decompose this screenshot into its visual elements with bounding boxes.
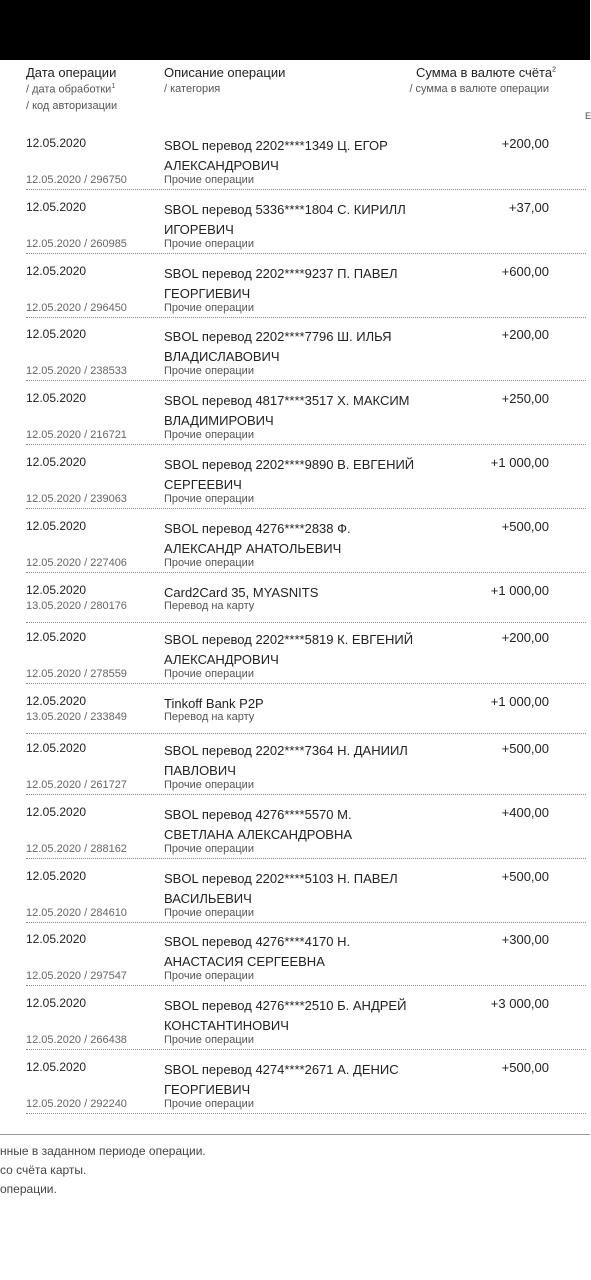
operation-date: 12.05.2020 bbox=[26, 694, 87, 708]
column-header-amount: Сумма в валюте счёта$^2$ bbox=[416, 65, 556, 80]
table-bottom-border bbox=[0, 1134, 590, 1135]
operation-date: 12.05.2020 bbox=[26, 630, 87, 644]
processing-date-auth-code: 12.05.2020 / 284610 bbox=[26, 907, 127, 919]
operation-date: 12.05.2020 bbox=[26, 1060, 87, 1074]
processing-date-auth-code: 12.05.2020 / 238533 bbox=[26, 365, 127, 377]
operation-amount: +500,00 bbox=[501, 741, 549, 756]
row-separator bbox=[26, 380, 586, 381]
operation-description: SBOL перевод 2202****5819 К. ЕВГЕНИЙ АЛЕКСАНДРОВИЧ bbox=[164, 632, 414, 667]
operation-date: 12.05.2020 bbox=[26, 996, 87, 1010]
row-separator bbox=[26, 733, 586, 734]
operation-category: Перевод на карту bbox=[164, 600, 255, 612]
operation-description: SBOL перевод 4276****4170 Н. АНАСТАСИЯ СЕРГЕЕВНА bbox=[164, 934, 351, 969]
operation-category: Прочие операции bbox=[164, 493, 254, 505]
row-separator bbox=[26, 1049, 586, 1050]
cut-off-edge-text: Е bbox=[585, 111, 591, 121]
operation-date: 12.05.2020 bbox=[26, 805, 87, 819]
processing-date-auth-code: 12.05.2020 / 227406 bbox=[26, 557, 127, 569]
operation-amount: +500,00 bbox=[501, 519, 549, 534]
operation-amount: +250,00 bbox=[501, 391, 549, 406]
column-subheader-operation-amount: / сумма в валюте операции bbox=[409, 83, 549, 95]
footnote-2: со счёта карты. bbox=[0, 1163, 87, 1177]
operation-description: SBOL перевод 2202****9890 В. ЕВГЕНИЙ СЕРГЕЕВИЧ bbox=[164, 457, 415, 492]
operation-category: Прочие операции bbox=[164, 779, 254, 791]
operation-category: Перевод на карту bbox=[164, 711, 255, 723]
operation-amount: +1 000,00 bbox=[490, 583, 549, 598]
operation-amount: +1 000,00 bbox=[490, 694, 549, 709]
operation-description: SBOL перевод 4276****5570 М. СВЕТЛАНА АЛЕКСАНДРОВНА bbox=[164, 807, 353, 842]
operation-date: 12.05.2020 bbox=[26, 869, 87, 883]
operation-category: Прочие операции bbox=[164, 1098, 254, 1110]
operation-category: Прочие операции bbox=[164, 429, 254, 441]
operation-category: Прочие операции bbox=[164, 1034, 254, 1046]
row-separator bbox=[26, 683, 586, 684]
row-separator bbox=[26, 572, 586, 573]
row-separator bbox=[26, 922, 586, 923]
operation-date: 12.05.2020 bbox=[26, 200, 87, 214]
column-header-date: Дата операции bbox=[26, 65, 117, 80]
processing-date-auth-code: 12.05.2020 / 296750 bbox=[26, 174, 127, 186]
processing-date-auth-code: 12.05.2020 / 278559 bbox=[26, 668, 127, 680]
operation-category: Прочие операции bbox=[164, 557, 254, 569]
operation-amount: +200,00 bbox=[501, 327, 549, 342]
operation-description: SBOL перевод 2202****1349 Ц. ЕГОР АЛЕКСАНДРОВИЧ bbox=[164, 138, 388, 173]
top-black-bar bbox=[0, 0, 590, 60]
operation-amount: +600,00 bbox=[501, 264, 549, 279]
row-separator bbox=[26, 858, 586, 859]
operation-category: Прочие операции bbox=[164, 907, 254, 919]
row-separator bbox=[26, 794, 586, 795]
operation-description: SBOL перевод 4274****2671 А. ДЕНИС ГЕОРГИЕВИЧ bbox=[164, 1062, 399, 1097]
operation-description: SBOL перевод 2202****9237 П. ПАВЕЛ ГЕОРГИЕВИЧ bbox=[164, 266, 398, 301]
row-separator bbox=[26, 253, 586, 254]
operation-description: Card2Card 35, MYASNITS bbox=[164, 585, 319, 600]
processing-date-auth-code: 12.05.2020 / 266438 bbox=[26, 1034, 127, 1046]
processing-date-auth-code: 13.05.2020 / 280176 bbox=[26, 600, 127, 612]
footnote-3: операции. bbox=[0, 1182, 57, 1196]
operation-amount: +500,00 bbox=[501, 1060, 549, 1075]
column-subheader-auth-code: / код авторизации bbox=[26, 100, 118, 112]
operation-category: Прочие операции bbox=[164, 365, 254, 377]
processing-date-auth-code: 12.05.2020 / 288162 bbox=[26, 843, 127, 855]
operation-amount: +500,00 bbox=[501, 869, 549, 884]
operation-amount: +200,00 bbox=[501, 136, 549, 151]
operation-description: SBOL перевод 4276****2838 Ф. АЛЕКСАНДР АНАТОЛЬЕВИЧ bbox=[164, 521, 351, 556]
operation-amount: +37,00 bbox=[508, 200, 549, 215]
operation-amount: +200,00 bbox=[501, 630, 549, 645]
row-separator bbox=[26, 1113, 586, 1114]
processing-date-auth-code: 12.05.2020 / 297547 bbox=[26, 970, 127, 982]
processing-date-auth-code: 13.05.2020 / 233849 bbox=[26, 711, 127, 723]
row-separator bbox=[26, 189, 586, 190]
operation-date: 12.05.2020 bbox=[26, 583, 87, 597]
column-header-description: Описание операции bbox=[164, 65, 286, 80]
operation-amount: +300,00 bbox=[501, 932, 549, 947]
operation-amount: +1 000,00 bbox=[490, 455, 549, 470]
row-separator bbox=[26, 508, 586, 509]
processing-date-auth-code: 12.05.2020 / 292240 bbox=[26, 1098, 127, 1110]
operation-description: Tinkoff Bank P2P bbox=[164, 696, 264, 711]
operation-date: 12.05.2020 bbox=[26, 327, 87, 341]
operation-amount: +400,00 bbox=[501, 805, 549, 820]
operation-category: Прочие операции bbox=[164, 970, 254, 982]
operation-description: SBOL перевод 2202****7796 Ш. ИЛЬЯ ВЛАДИСЛАВОВИЧ bbox=[164, 329, 392, 364]
column-subheader-processing-date: / дата обработки$^1$ bbox=[26, 83, 116, 96]
operation-description: SBOL перевод 4817****3517 Х. МАКСИМ ВЛАДИМИРОВИЧ bbox=[164, 393, 410, 428]
operation-date: 12.05.2020 bbox=[26, 519, 87, 533]
operation-category: Прочие операции bbox=[164, 174, 254, 186]
processing-date-auth-code: 12.05.2020 / 260985 bbox=[26, 238, 127, 250]
operation-description: SBOL перевод 5336****1804 С. КИРИЛЛ ИГОРЕВИЧ bbox=[164, 202, 406, 237]
processing-date-auth-code: 12.05.2020 / 261727 bbox=[26, 779, 127, 791]
footnote-1: нные в заданном периоде операции. bbox=[0, 1144, 206, 1158]
operation-amount: +3 000,00 bbox=[490, 996, 549, 1011]
operation-category: Прочие операции bbox=[164, 843, 254, 855]
row-separator bbox=[26, 985, 586, 986]
operation-category: Прочие операции bbox=[164, 238, 254, 250]
processing-date-auth-code: 12.05.2020 / 216721 bbox=[26, 429, 127, 441]
operation-date: 12.05.2020 bbox=[26, 455, 87, 469]
operation-category: Прочие операции bbox=[164, 302, 254, 314]
operation-description: SBOL перевод 2202****5103 Н. ПАВЕЛ ВАСИЛЬЕВИЧ bbox=[164, 871, 398, 906]
processing-date-auth-code: 12.05.2020 / 296450 bbox=[26, 302, 127, 314]
operation-date: 12.05.2020 bbox=[26, 391, 87, 405]
operation-description: SBOL перевод 4276****2510 Б. АНДРЕЙ КОНСТАНТИНОВИЧ bbox=[164, 998, 407, 1033]
operation-date: 12.05.2020 bbox=[26, 932, 87, 946]
operation-description: SBOL перевод 2202****7364 Н. ДАНИИЛ ПАВЛОВИЧ bbox=[164, 743, 408, 778]
operation-category: Прочие операции bbox=[164, 668, 254, 680]
column-subheader-category: / категория bbox=[164, 83, 221, 95]
row-separator bbox=[26, 622, 586, 623]
row-separator bbox=[26, 444, 586, 445]
operation-date: 12.05.2020 bbox=[26, 264, 87, 278]
row-separator bbox=[26, 317, 586, 318]
processing-date-auth-code: 12.05.2020 / 239063 bbox=[26, 493, 127, 505]
operation-date: 12.05.2020 bbox=[26, 741, 87, 755]
operation-date: 12.05.2020 bbox=[26, 136, 87, 150]
